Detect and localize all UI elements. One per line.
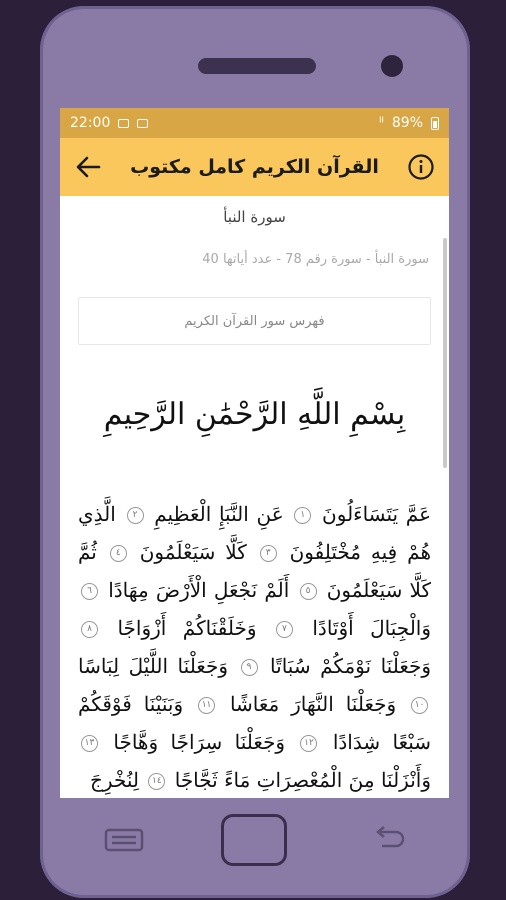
app-bar	[60, 138, 449, 196]
ayah-text: وَأَنْزَلْنَا مِنَ الْمُعْصِرَاتِ مَاءً ثَجَّاجًا	[174, 768, 431, 792]
ayah-number-marker: ١١	[198, 697, 215, 714]
ayah-number-marker: ٣	[260, 545, 277, 562]
ayah-number-marker: ٢	[127, 507, 144, 524]
ayah-text: الَّذِي هُمْ فِيهِ مُخْتَلِفُونَ	[78, 502, 432, 564]
ayah-text: عَمَّ يَتَسَاءَلُونَ	[322, 502, 432, 526]
ayah-text: وَجَعَلْنَا سِرَاجًا وَهَّاجًا	[113, 730, 286, 754]
front-camera	[381, 55, 403, 77]
surah-name: سورة النبأ	[223, 208, 286, 226]
ayah-text: وَخَلَقْنَاكُمْ أَزْوَاجًا	[117, 616, 257, 640]
speaker-grille	[198, 58, 316, 74]
scrollbar[interactable]	[443, 238, 447, 468]
surah-meta: سورة النبأ - سورة رقم 78 - عدد أياتها 40	[202, 252, 429, 267]
home-button[interactable]	[221, 814, 287, 866]
ayah-text: عَنِ النَّبَإِ الْعَظِيمِ	[154, 502, 284, 526]
info-icon	[407, 153, 435, 181]
ayah-number-marker: ٨	[81, 621, 98, 638]
ayah-number-marker: ١	[294, 507, 311, 524]
arrow-left-icon	[75, 156, 101, 178]
back-button[interactable]	[70, 149, 106, 185]
basmala-calligraphy: بِسْمِ اللَّهِ الرَّحْمَٰنِ الرَّحِيمِ	[103, 397, 406, 432]
ayah-number-marker: ٥	[300, 583, 317, 600]
ayah-number-marker: ١٤	[148, 773, 165, 790]
status-bar	[60, 108, 449, 138]
ayah-number-marker: ٩	[241, 659, 258, 676]
ayah-number-marker: ١٠	[411, 697, 428, 714]
battery-percent: 89%	[391, 115, 423, 131]
status-time: 22:00	[70, 115, 111, 131]
ayah-text: وَجَعَلْنَا نَوْمَكُمْ سُبَاتًا	[270, 654, 432, 678]
ayah-number-marker: ١٣	[81, 735, 98, 752]
back-key-icon[interactable]	[372, 826, 406, 852]
ayah-number-marker: ٧	[276, 621, 293, 638]
app-notification-icon	[137, 119, 148, 128]
ayah-text: وَبَنَيْنَا فَوْقَكُمْ سَبْعًا شِدَادًا	[78, 692, 432, 754]
menu-key-icon[interactable]	[104, 828, 144, 852]
ayah-text: ثُمَّ كَلَّا سَيَعْلَمُونَ	[78, 540, 432, 602]
signal-icon: ᴵˡ	[378, 115, 384, 131]
surah-index-label: فهرس سور القرآن الكريم	[184, 313, 325, 329]
info-button[interactable]	[403, 149, 439, 185]
surah-content	[60, 208, 449, 798]
app-screen	[60, 108, 449, 798]
ayah-text: وَالْجِبَالَ أَوْتَادًا	[312, 616, 432, 640]
ayah-number-marker: ٤	[110, 545, 127, 562]
image-notification-icon	[118, 119, 129, 128]
ayat-text	[74, 495, 435, 798]
ayah-text: أَلَمْ نَجْعَلِ الْأَرْضَ مِهَادًا	[108, 578, 290, 602]
phone-frame	[40, 6, 470, 898]
ayah-text: وَجَعَلْنَا اللَّيْلَ لِبَاسًا	[78, 654, 228, 678]
battery-icon	[431, 117, 439, 130]
ayah-text: وَجَعَلْنَا النَّهَارَ مَعَاشًا	[229, 692, 397, 716]
ayah-text: كَلَّا سَيَعْلَمُونَ	[139, 540, 247, 564]
app-title: القرآن الكريم كامل مكتوب	[130, 156, 379, 178]
ayah-number-marker: ٦	[81, 583, 98, 600]
surah-index-button[interactable]	[78, 297, 431, 345]
ayah-text: لِنُخْرِجَ	[90, 768, 139, 792]
ayah-number-marker: ١٢	[300, 735, 317, 752]
